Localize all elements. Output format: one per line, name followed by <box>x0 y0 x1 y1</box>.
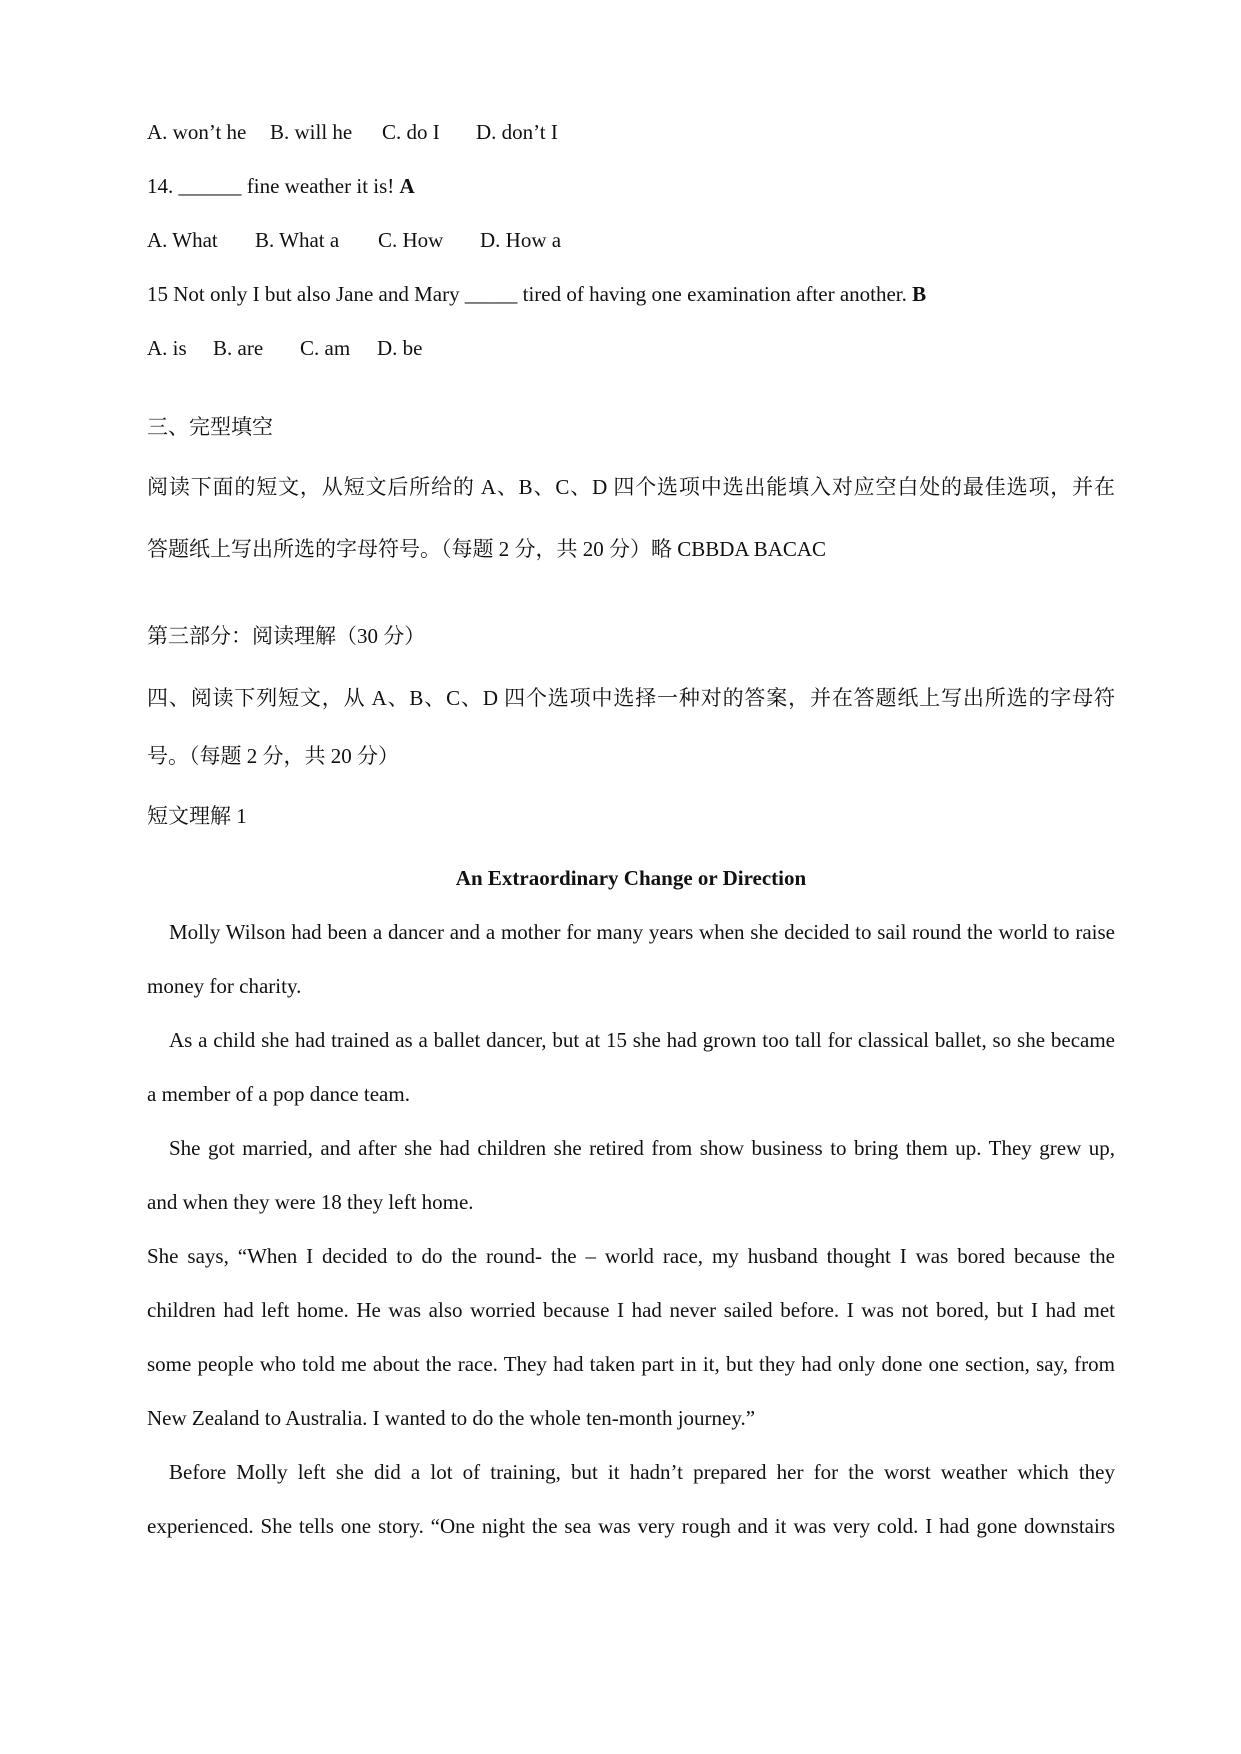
q14-answer: A <box>399 174 415 198</box>
cloze-instruction-line-2: 答题纸上写出所选的字母符号。（每题 2 分，共 20 分）略 CBBDA BACAC <box>147 537 827 561</box>
passage-line: experienced. She tells one story. “One night the sea was very rough and it was very cold. I had gone downstairs <box>147 1514 1115 1538</box>
part3-instruction-line-2: 号。（每题 2 分，共 20 分） <box>147 744 399 768</box>
passage-line: money for charity. <box>147 974 302 998</box>
q15-option-c: C. am <box>300 336 351 360</box>
q14-option-d: D. How a <box>480 228 562 252</box>
q14-question <box>147 171 1115 201</box>
q15-answer: B <box>912 282 927 306</box>
cloze-instruction-line-1: 阅读下面的短文，从短文后所给的 A、B、C、D 四个选项中选出能填入对应空白处的最佳选项，并在 <box>147 475 1115 499</box>
q15-option-a: A. is <box>147 336 187 360</box>
q15-option-d: D. be <box>377 336 423 360</box>
passage-title: An Extraordinary Change or Direction <box>455 866 807 890</box>
q13-option-c: C. do I <box>382 120 440 144</box>
passage-line: She says, “When I decided to do the round- the – world race, my husband thought I was bored because the <box>147 1244 1115 1268</box>
cloze-heading: 三、完型填空 <box>147 415 273 439</box>
q15-options <box>147 333 1115 363</box>
passage-line: She got married, and after she had children she retired from show business to bring them up. They grew up, <box>169 1136 1115 1160</box>
q13-options <box>147 117 1115 147</box>
q14-stem: 14. ______ fine weather it is! <box>147 174 395 198</box>
reading-section-label: 短文理解 1 <box>147 804 247 828</box>
q14-option-b: B. What a <box>255 228 340 252</box>
part3-instruction-line-1: 四、阅读下列短文，从 A、B、C、D 四个选项中选择一种对的答案，并在答题纸上写出所选的字母符 <box>147 686 1115 710</box>
q14-options <box>147 225 1115 255</box>
q14-option-c: C. How <box>378 228 444 252</box>
q15-stem: 15 Not only I but also Jane and Mary _____ tired of having one examination after another. <box>147 282 907 306</box>
q14-option-a: A. What <box>147 228 218 252</box>
q13-option-a: A. won’t he <box>147 120 247 144</box>
passage-line: As a child she had trained as a ballet dancer, but at 15 she had grown too tall for classical ballet, so she became <box>169 1028 1115 1052</box>
passage-line: children had left home. He was also worried because I had never sailed before. I was not bored, but I had met <box>147 1298 1115 1322</box>
passage-line: Before Molly left she did a lot of training, but it hadn’t prepared her for the worst weather which they <box>169 1460 1115 1484</box>
q13-option-b: B. will he <box>270 120 353 144</box>
passage-line: and when they were 18 they left home. <box>147 1190 474 1214</box>
q15-question <box>147 279 1115 309</box>
q15-option-b: B. are <box>213 336 264 360</box>
passage-line: New Zealand to Australia. I wanted to do the whole ten-month journey.” <box>147 1406 756 1430</box>
passage-line: Molly Wilson had been a dancer and a mother for many years when she decided to sail round the world to raise <box>169 920 1115 944</box>
q13-option-d: D. don’t I <box>476 120 558 144</box>
passage-line: a member of a pop dance team. <box>147 1082 410 1106</box>
passage-line: some people who told me about the race. They had taken part in it, but they had only done one section, say, from <box>147 1352 1115 1376</box>
part3-heading: 第三部分：阅读理解（30 分） <box>147 624 426 648</box>
